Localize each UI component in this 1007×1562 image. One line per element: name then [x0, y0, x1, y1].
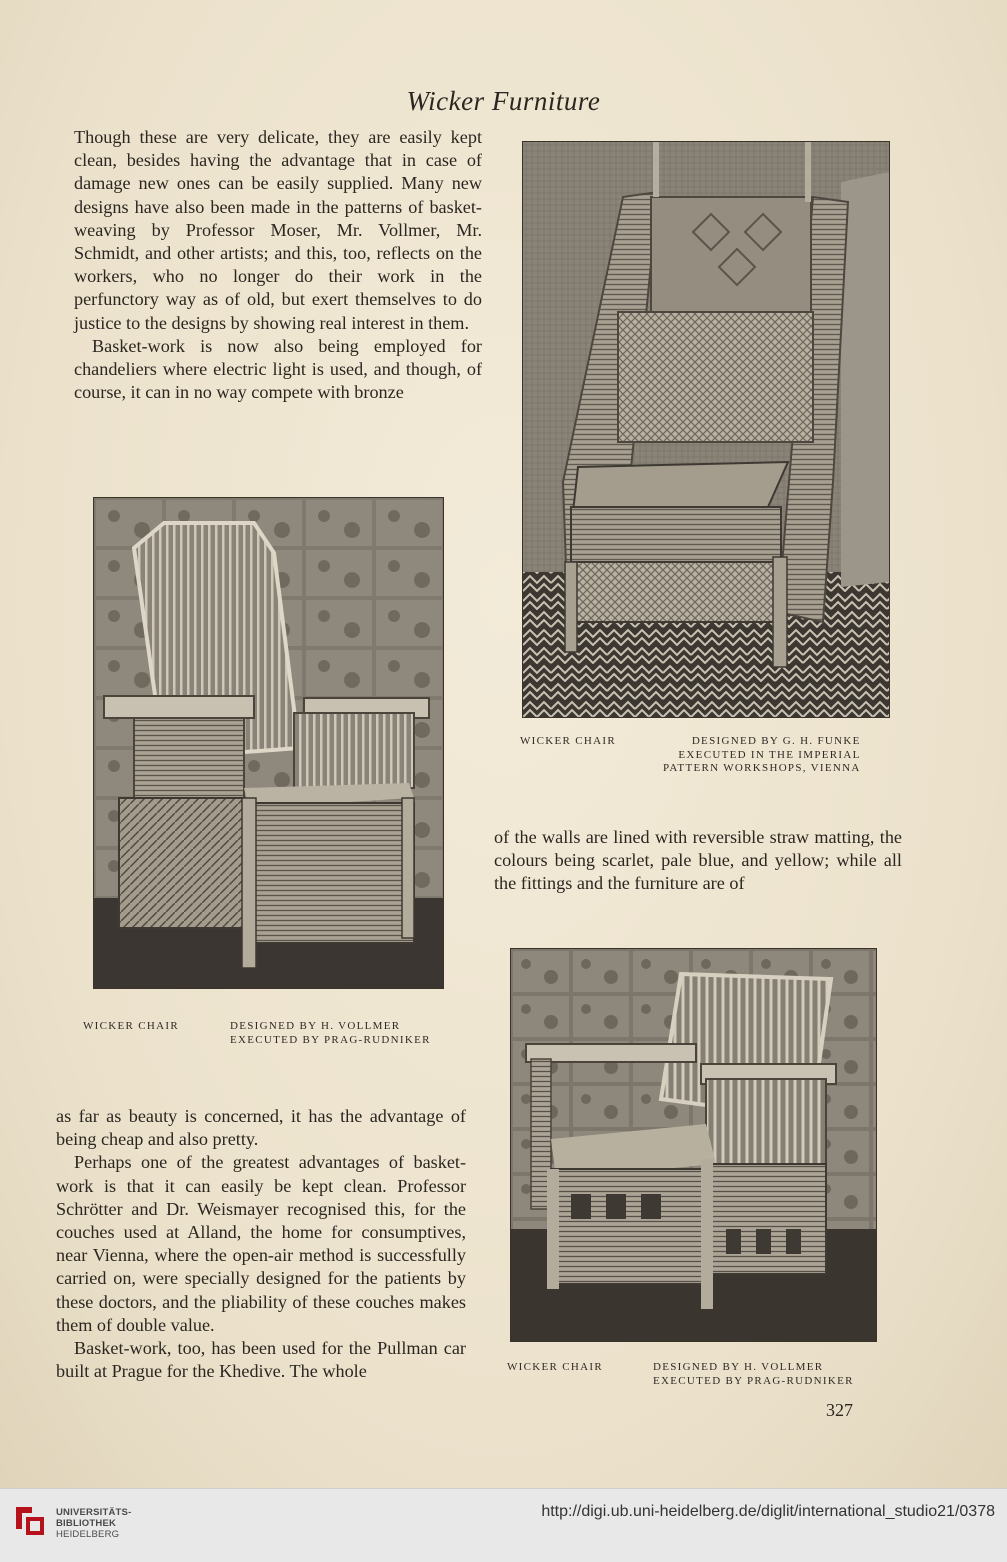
text-column-top-left [74, 126, 482, 404]
caption-credit-line: EXECUTED BY PRAG-RUDNIKER [230, 1033, 431, 1046]
caption-plate-1 [520, 735, 890, 781]
caption-title: WICKER CHAIR [83, 1020, 179, 1032]
logo-line: HEIDELBERG [56, 1529, 120, 1540]
paragraph: Basket-work is now also being employed for chandeliers where electric light is used, and though, of course, it can in no way compete with bronze [74, 335, 482, 403]
caption-title: WICKER CHAIR [507, 1361, 603, 1373]
library-logo-text [56, 1507, 131, 1540]
paragraph: of the walls are lined with reversible straw matting, the colours being scarlet, pale blue, and yellow; while all the fittings and the furniture are of [494, 827, 902, 894]
paragraph: Perhaps one of the greatest advantages of basket-work is that it can easily be kept clean. Professor Schrötter and Dr. Weismayer recognised this, for the couches used at Alland, the home for consumptives, near Vienna, where the open-air method is successfully carried on, were specially designed for the patients by these doctors, and the pliability of these couches makes them of double value. [56, 1152, 466, 1335]
paragraph: Though these are very delicate, they are easily kept clean, besides having the advantage that in case of damage new ones can be easily supplied. Many new designs have also been made in the patterns of basket-weaving by Professor Moser, Mr. Vollmer, Mr. Schmidt, and other artists; and this, too, reflects on the workers, who no longer do their work in the perfunctory way as of old, but exert themselves to do justice to the designs by showing real interest in them. [74, 127, 482, 333]
caption-credit [663, 735, 861, 776]
caption-plate-2 [83, 1020, 453, 1052]
caption-credit-line: DESIGNED BY G. H. FUNKE [691, 735, 861, 747]
chair-photo-illustration [94, 498, 443, 988]
caption-credit-line: EXECUTED BY PRAG-RUDNIKER [653, 1374, 854, 1387]
page-number: 327 [826, 1400, 853, 1420]
library-logo-icon [12, 1503, 48, 1539]
paragraph: as far as beauty is concerned, it has the advantage of being cheap and also pretty. [56, 1106, 466, 1150]
caption-plate-3 [507, 1361, 877, 1393]
chair-photo-illustration [511, 949, 876, 1341]
plate-wicker-chair-vollmer-2 [510, 948, 877, 1342]
caption-credit [653, 1361, 854, 1388]
viewer-footer [0, 1488, 1007, 1562]
caption-credit [230, 1020, 431, 1047]
chair-photo-illustration [523, 142, 889, 717]
caption-title: WICKER CHAIR [520, 735, 616, 747]
caption-credit-line: DESIGNED BY H. VOLLMER [230, 1020, 401, 1032]
caption-credit-line: PATTERN WORKSHOPS, VIENNA [663, 762, 861, 774]
running-head: Wicker Furniture [406, 86, 601, 116]
permalink[interactable]: http://digi.ub.uni-heidelberg.de/diglit/international_studio21/0378 [541, 1503, 995, 1520]
paragraph: Basket-work, too, has been used for the Pullman car built at Prague for the Khedive. The whole [56, 1338, 466, 1382]
plate-wicker-chair-vollmer-1 [93, 497, 444, 989]
caption-credit-line: DESIGNED BY H. VOLLMER [653, 1361, 824, 1373]
plate-wicker-chair-funke [522, 141, 890, 718]
caption-credit-line: EXECUTED IN THE IMPERIAL [678, 748, 861, 761]
text-column-bottom-left [56, 1105, 466, 1383]
text-column-middle-right [494, 826, 902, 896]
logo-line: UNIVERSITÄTS- [56, 1507, 132, 1518]
logo-line: BIBLIOTHEK [56, 1518, 117, 1529]
